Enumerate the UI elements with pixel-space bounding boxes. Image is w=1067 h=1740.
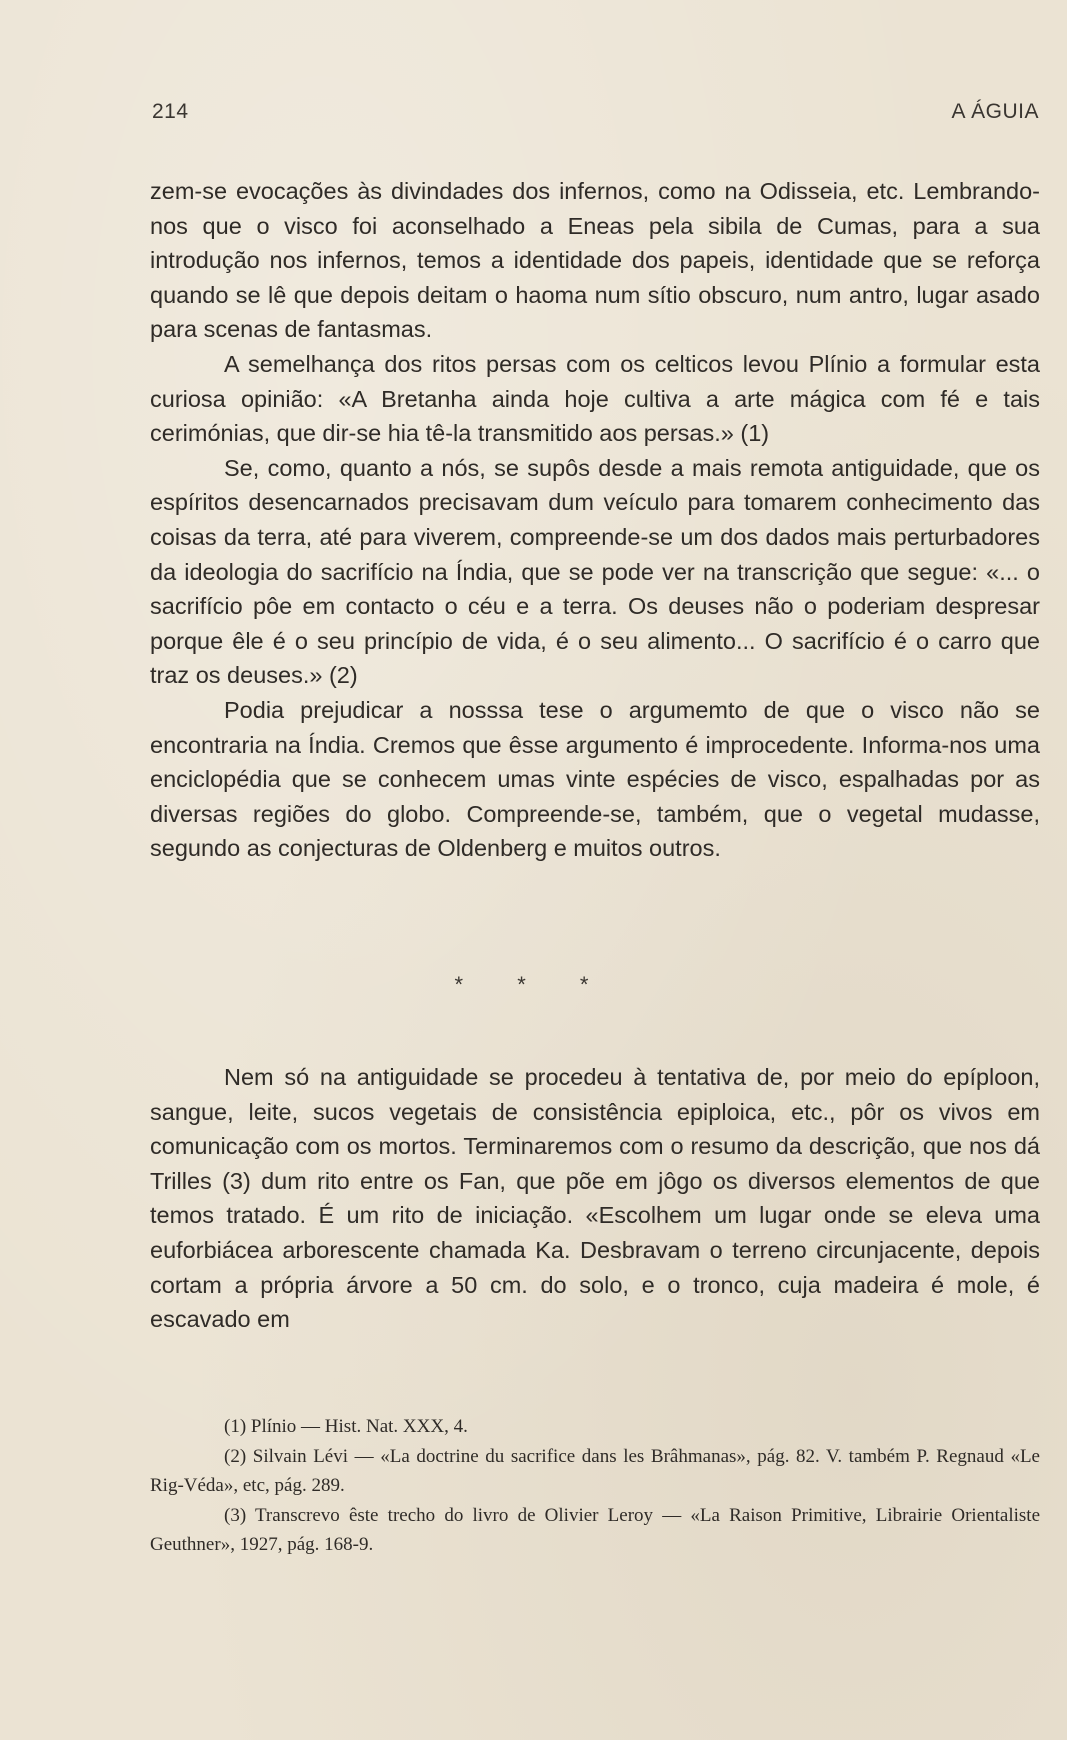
running-title: A ÁGUIA	[951, 100, 1039, 123]
footnote-3	[150, 1501, 1040, 1560]
footnote-2	[150, 1442, 1040, 1501]
footnotes	[150, 1412, 1040, 1560]
paragraph-5	[150, 1060, 1040, 1337]
paragraph-3-text: Se, como, quanto a nós, se supôs desde a mais remota antiguidade, que os espíritos desencarnados precisavam dum veículo para tomarem conhecimento das coisas da terra, até para viverem, compreende-se um dos dados mais perturbadores da ideologia do sacrifício na Índia, que se pode ver na transcrição que segue: «... o sacrifício pôe em contacto o céu e a terra. Os deuses não o poderiam despresar porque êle é o seu princípio de vida, é o seu alimento... O sacrifício é o carro que traz os deuses.»	[150, 454, 1040, 689]
footnote-3-text: Transcrevo êste trecho do livro de Olivier Leroy — «La Raison Primitive, Librairie Orientaliste Geuthner», 1927, pág. 168-9.	[150, 1504, 1040, 1555]
footnote-1-marker: (1)	[224, 1416, 247, 1437]
footnote-ref-1: (1)	[740, 420, 770, 447]
paragraph-2-text: A semelhança dos ritos persas com os celticos levou Plínio a formular esta curiosa opinião: «A Bretanha ainda hoje cultiva a arte mágica com fé e tais cerimónias, que dir-se hia tê-la transmitido aos persas.»	[150, 350, 1040, 447]
running-head	[152, 94, 1039, 130]
paragraph-3	[150, 451, 1040, 693]
paragraph-5-text-a: Nem só na antiguidade se procedeu à tentativa de, por meio do epíploon, sangue, leite, sucos vegetais de consistência epiploica, etc., pôr os vivos em comunicação com os mortos. Terminaremos com o resumo da descrição, que nos dá Trilles	[150, 1064, 1040, 1194]
footnote-1-text: Plínio — Hist. Nat. XXX, 4.	[246, 1416, 468, 1437]
page-number: 214	[152, 100, 189, 123]
footnote-ref-2: (2)	[328, 662, 358, 689]
paragraph-4	[150, 693, 1040, 866]
footnote-ref-3: (3)	[222, 1167, 251, 1194]
footnote-2-text: Silvain Lévi — «La doctrine du sacrifice dans les Brâhmanas», pág. 82. V. também P. Regnaud «Le Rig-Véda», etc, pág. 289.	[150, 1445, 1040, 1496]
paragraph-1-text: zem-se evocações às divindades dos infernos, como na Odisseia, etc. Lembrando-nos que o visco foi aconselhado a Eneas pela sibila de Cumas, para a sua introdução nos infernos, temos a identidade dos papeis, identidade que se reforça quando se lê que depois deitam o haoma num sítio obscuro, num antro, lugar asado para scenas de fantasmas.	[150, 178, 1040, 343]
second-section-text	[150, 1060, 1040, 1337]
footnote-2-marker: (2)	[224, 1445, 247, 1467]
paragraph-2	[150, 347, 1040, 451]
main-text	[150, 174, 1040, 866]
paragraph-1	[150, 174, 1040, 347]
paragraph-5-text-b: dum rito entre os Fan, que põe em jôgo os diversos elementos de que temos tratado. É um rito de iniciação. «Escolhem um lugar onde se eleva uma euforbiácea arborescente chamada Ka. Desbravam o terreno circunjacente, depois cortam a própria árvore a 50 cm. do solo, e o tronco, cuja madeira é mole, é escavado em	[150, 1167, 1041, 1333]
footnote-1	[150, 1412, 1040, 1442]
section-separator: * * *	[454, 972, 613, 997]
paragraph-4-text: Podia prejudicar a nosssa tese o argumemto de que o visco não se encontraria na Índia. Cremos que êsse argumento é improcedente. Informa-nos uma enciclopédia que se conhecem umas vinte espécies de visco, espalhadas por as diversas regiões do globo. Compreende-se, também, que o vegetal mudasse, segundo as conjecturas de Oldenberg e muitos outros.	[150, 696, 1040, 862]
footnote-3-marker: (3)	[224, 1504, 247, 1526]
